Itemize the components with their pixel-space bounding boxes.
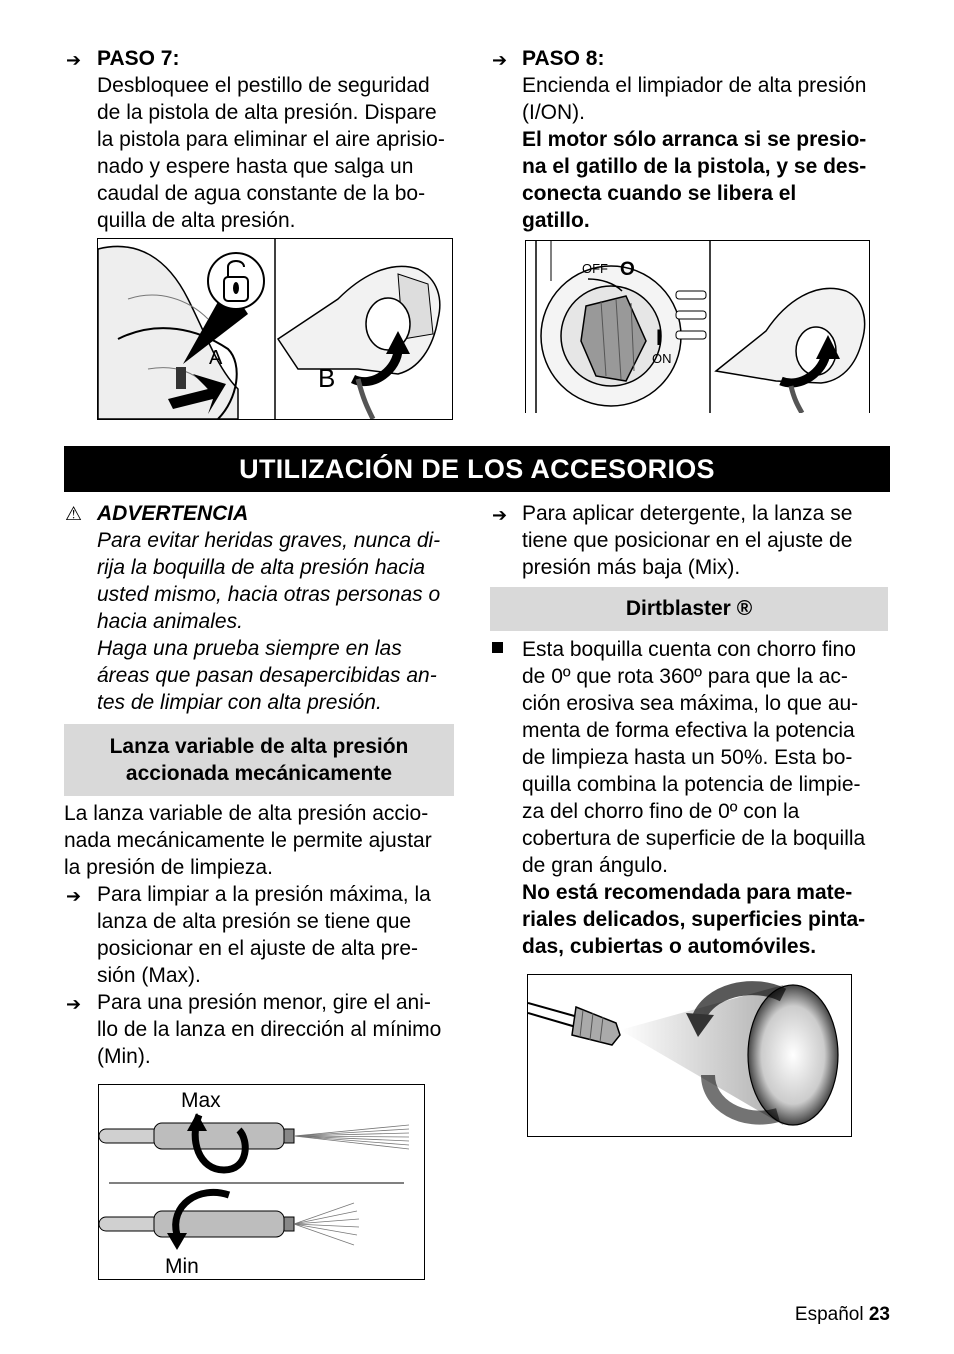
step8-figure xyxy=(525,240,870,413)
arrow-bullet-icon: ➔ xyxy=(66,994,82,1014)
footer-language: Español xyxy=(794,1304,864,1325)
step7-title: PASO 7: xyxy=(97,47,180,70)
page-footer xyxy=(795,1304,890,1326)
svg-text:A: A xyxy=(209,347,223,369)
section-title: UTILIZACIÓN DE LOS ACCESORIOS xyxy=(64,446,890,492)
dirtblaster-heading: Dirtblaster ® xyxy=(490,587,888,631)
switch-illustration xyxy=(526,241,869,413)
svg-text:O: O xyxy=(620,259,635,280)
warning-text: Para evitar heridas graves, nunca di- rija la boquilla de alta presión hacia usted mismo, hacia otras personas o hacia animales. Haga una prueba siempre en las áreas que pasan desapercibidas an- tes de limpiar con alta presión. xyxy=(97,529,441,714)
svg-text:Max: Max xyxy=(181,1089,221,1112)
step7-text: Desbloquee el pestillo de seguridad de la pistola de alta presión. Dispare la pistola para eliminar el aire aprisio- nado y espere hasta que salga un caudal de agua constante de la bo- quilla de alta presión. xyxy=(97,74,445,232)
lance-illustration xyxy=(99,1085,424,1279)
page-number: 23 xyxy=(868,1304,890,1325)
arrow-bullet-icon: ➔ xyxy=(66,886,82,906)
warning-title: ADVERTENCIA xyxy=(97,502,249,525)
detergent-text: Para aplicar detergente, la lanza se tiene que posicionar en el ajuste de presión más baja (Mix). xyxy=(522,502,853,579)
svg-text:B: B xyxy=(318,363,336,393)
lance-heading: Lanza variable de alta presión accionada mecánicamente xyxy=(64,724,454,796)
step7-figure xyxy=(97,238,453,420)
svg-text:ON: ON xyxy=(652,351,672,366)
nozzle-illustration xyxy=(528,975,851,1136)
square-bullet-icon xyxy=(492,642,503,653)
arrow-bullet-icon: ➔ xyxy=(492,505,508,525)
arrow-bullet-icon: ➔ xyxy=(492,50,508,70)
lance-figure xyxy=(98,1084,425,1280)
dirtblaster-text: Esta boquilla cuenta con chorro fino de 0º que rota 360º para que la ac- ción erosiva sea máxima, lo que au- menta de forma efectiva la potencia de limpieza hasta un 50%. Esta bo- quilla combina la potencia de limpie- za del chorro fino de 0º con la cobertura de superficie de la boquilla de gran ángulo. No está recomendada para mate- riales delicados, superficies pinta- das, cubiertas o automóviles. xyxy=(522,638,866,958)
lance-intro: La lanza variable de alta presión accio- nada mecánicamente le permite ajustar la presión de limpieza. xyxy=(64,802,432,879)
gun-illustration xyxy=(98,239,452,419)
lance-bullet-min: Para una presión menor, gire el ani- llo de la lanza en dirección al mínimo (Min). xyxy=(97,991,442,1068)
svg-text:Min: Min xyxy=(165,1255,199,1278)
svg-text:I: I xyxy=(656,325,663,350)
arrow-bullet-icon: ➔ xyxy=(66,50,82,70)
step8-title: PASO 8: xyxy=(522,47,605,70)
warning-triangle-icon: ⚠ xyxy=(65,504,83,525)
dirtblaster-figure xyxy=(527,974,852,1137)
step8-text: Encienda el limpiador de alta presión (I/ON). El motor sólo arranca si se presio- na el gatillo de la pistola, y se des- conecta cuando se libera el gatillo. xyxy=(522,74,867,232)
lance-bullet-max: Para limpiar a la presión máxima, la lanza de alta presión se tiene que posicionar en el ajuste de alta pre- sión (Max). xyxy=(97,883,431,987)
svg-text:OFF: OFF xyxy=(582,261,608,276)
